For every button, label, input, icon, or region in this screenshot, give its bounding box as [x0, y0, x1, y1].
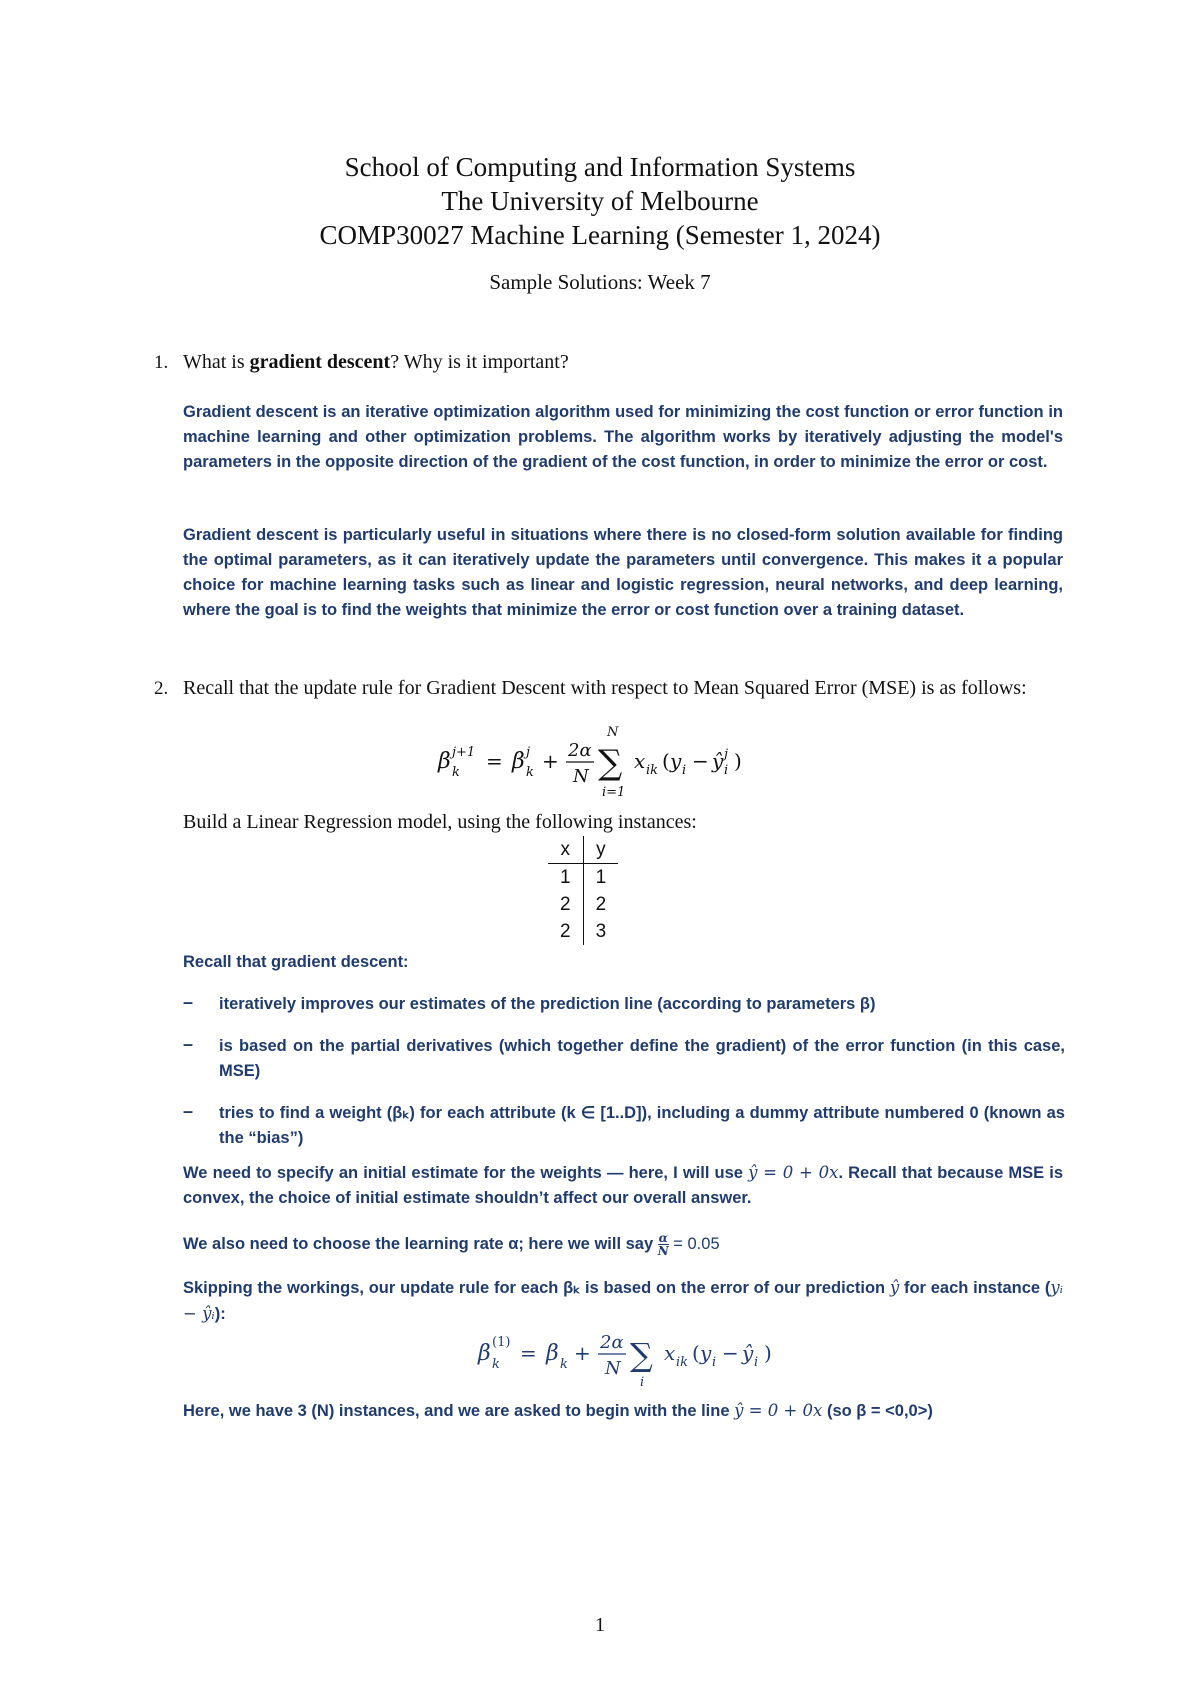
skipping-math-yhat: ŷ — [889, 1278, 900, 1297]
learning-rate-text-a: We also need to choose the learning rate α; here we will say — [183, 1235, 658, 1253]
svg-text:ik: ik — [676, 1355, 689, 1370]
table-cell: 1 — [595, 866, 607, 888]
fraction-denominator: N — [657, 1244, 669, 1259]
table-cell: 1 — [548, 864, 583, 892]
svg-text:(1): (1) — [492, 1335, 511, 1350]
svg-text:j: j — [724, 747, 729, 762]
svg-text:=: = — [520, 1341, 537, 1365]
question-1-text — [183, 350, 1063, 375]
svg-text:y: y — [670, 749, 682, 773]
final-text-b: (so β = <0,0>) — [822, 1402, 933, 1420]
initial-estimate-text-b: . Recall that because MSE is convex, the choice of initial estimate shouldn’t affect our overall answer. — [183, 1164, 1063, 1207]
svg-text:ŷ: ŷ — [742, 1341, 754, 1365]
svg-text:j: j — [526, 745, 531, 760]
q1-text-bold: gradient descent — [249, 351, 391, 373]
q1-text-after: ? Why is it important? — [390, 351, 569, 373]
initial-estimate-text-a: We need to specify an initial estimate for the weights — here, I will use — [183, 1164, 749, 1182]
answer-1-paragraph-2: Gradient descent is particularly useful in situations where there is no closed-form solution available for finding the optimal parameters, as it can iteratively update the parameters until convergence. This makes it a popular choice for machine learning tasks such as linear and logistic regression, neural networks, and deep learning, where the goal is to find the weights that minimize the error or cost function over a training dataset. — [183, 526, 1063, 619]
svg-text:+: + — [542, 749, 559, 773]
question-2-text: Recall that the update rule for Gradient Descent with respect to Mean Squared Error (MSE) is as follows: — [183, 677, 1027, 699]
svg-text:N: N — [605, 1358, 621, 1379]
svg-text:N: N — [607, 725, 619, 740]
recall-heading: Recall that gradient descent: — [183, 953, 409, 971]
university-name: The University of Melbourne — [441, 186, 759, 216]
svg-text:i: i — [724, 763, 729, 778]
table-cell: 2 — [548, 891, 583, 918]
table-row — [548, 864, 618, 892]
bullet-item-3: tries to find a weight (βₖ) for each attribute (k ∈ [1..D]), including a dummy attribute numbered 0 (known as the “bias”) — [219, 1104, 1065, 1147]
learning-rate-paragraph — [183, 1232, 1063, 1257]
school-name: School of Computing and Information Systems — [344, 152, 856, 182]
skipping-math-error: yᵢ − ŷᵢ — [183, 1278, 1063, 1323]
question-1-number: 1. — [154, 352, 169, 373]
svg-text:k: k — [526, 765, 534, 780]
svg-text:(: ( — [692, 1341, 700, 1365]
learning-rate-text-b: = 0.05 — [668, 1235, 720, 1253]
bullet-dash: – — [183, 1101, 194, 1121]
table-cell: 3 — [595, 920, 607, 942]
svg-text:x: x — [634, 749, 646, 773]
svg-text:i: i — [640, 1375, 645, 1390]
svg-text:∑: ∑ — [598, 743, 623, 783]
answer-1-paragraph-1: Gradient descent is an iterative optimization algorithm used for minimizing the cost function or error function in machine learning and other optimization problems. The algorithm works by iteratively adjusting the model's parameters in the opposite direction of the gradient of the cost function, in order to minimize the error or cost. — [183, 403, 1063, 471]
alpha-over-n-fraction — [658, 1232, 669, 1257]
svg-text:(: ( — [662, 749, 670, 773]
bullet-item-1: iteratively improves our estimates of the prediction line (according to parameters β) — [219, 995, 876, 1013]
skipping-text-c: ): — [214, 1305, 226, 1323]
final-math: ŷ = 0 + 0x — [734, 1401, 823, 1420]
table-header-x: x — [548, 836, 583, 864]
svg-text:j+1: j+1 — [452, 745, 476, 760]
svg-text:k: k — [492, 1357, 500, 1372]
course-title: COMP30027 Machine Learning (Semester 1, 2024) — [319, 220, 881, 250]
update-rule-formula — [430, 720, 790, 800]
table-row — [548, 918, 618, 945]
final-text-a: Here, we have 3 (N) instances, and we are asked to begin with the line — [183, 1402, 735, 1420]
svg-text:−: − — [692, 749, 709, 773]
svg-text:2α: 2α — [568, 740, 592, 761]
q1-text-before: What is — [183, 351, 250, 373]
svg-text:): ) — [734, 749, 742, 773]
fraction-numerator: α — [658, 1231, 668, 1246]
svg-text:∑: ∑ — [630, 1336, 653, 1374]
bullet-dash: – — [183, 1034, 194, 1054]
svg-text:i=1: i=1 — [602, 785, 626, 800]
skipping-text-a: Skipping the workings, our update rule for each βₖ is based on the error of our prediction — [183, 1279, 890, 1297]
table-cell: 2 — [595, 893, 607, 915]
svg-text:β: β — [478, 1341, 491, 1366]
final-paragraph — [183, 1398, 1063, 1424]
table-header-y: y — [583, 836, 618, 864]
svg-text:x: x — [664, 1341, 676, 1365]
page-number: 1 — [595, 1614, 605, 1636]
skipping-text-b: for each instance ( — [899, 1279, 1051, 1297]
svg-text:k: k — [452, 765, 460, 780]
instances-table — [548, 836, 618, 945]
build-model-text: Build a Linear Regression model, using the following instances: — [183, 811, 697, 833]
svg-text:+: + — [574, 1341, 591, 1365]
svg-text:β: β — [512, 749, 525, 774]
bullet-dash: – — [183, 992, 194, 1012]
table-header-row — [548, 836, 618, 864]
svg-text:i: i — [682, 763, 687, 778]
update-rule-formula-2 — [470, 1318, 790, 1390]
svg-text:β: β — [546, 1341, 559, 1366]
document-subtitle: Sample Solutions: Week 7 — [489, 270, 711, 294]
svg-text:β: β — [438, 749, 451, 774]
table-row — [548, 891, 618, 918]
svg-text:2α: 2α — [600, 1332, 624, 1353]
svg-text:y: y — [700, 1341, 712, 1365]
svg-text:i: i — [754, 1355, 759, 1370]
svg-text:ik: ik — [646, 763, 659, 778]
initial-estimate-paragraph — [183, 1160, 1063, 1211]
table-cell: 2 — [548, 918, 583, 945]
svg-text:ŷ: ŷ — [712, 749, 724, 773]
question-2-number: 2. — [154, 678, 169, 699]
svg-text:): ) — [764, 1341, 772, 1365]
svg-text:=: = — [486, 749, 503, 773]
initial-estimate-math: ŷ = 0 + 0x — [748, 1163, 839, 1182]
svg-text:k: k — [560, 1357, 568, 1372]
bullet-item-2: is based on the partial derivatives (which together define the gradient) of the error function (in this case, MSE) — [219, 1037, 1065, 1080]
svg-text:i: i — [712, 1355, 717, 1370]
svg-text:N: N — [573, 766, 589, 787]
svg-text:−: − — [722, 1341, 739, 1365]
